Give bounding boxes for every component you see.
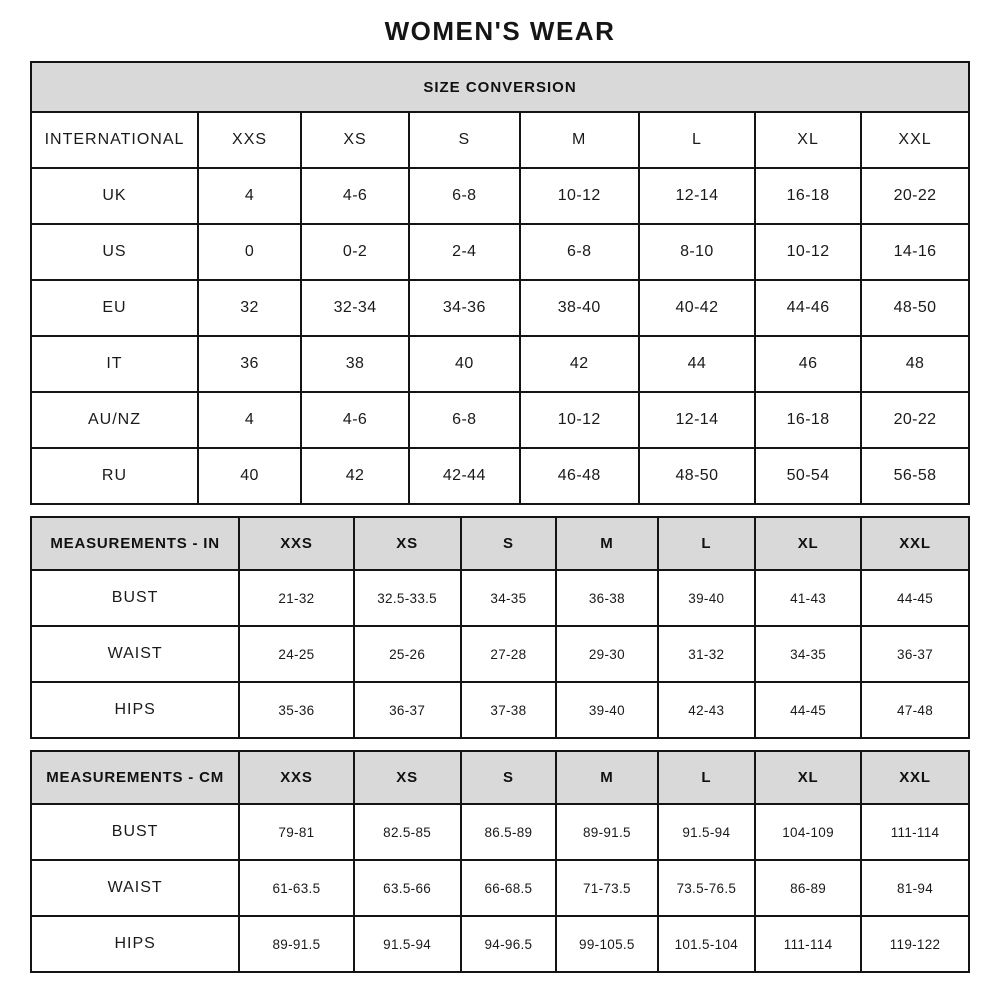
size-cell: 40 — [409, 336, 520, 392]
size-column-header: XXL — [861, 112, 969, 168]
size-cell: 42-44 — [409, 448, 520, 504]
size-cell: 34-35 — [461, 570, 557, 626]
size-cell: 6-8 — [409, 168, 520, 224]
size-column-header: S — [461, 517, 557, 570]
corner-header: INTERNATIONAL — [31, 112, 198, 168]
size-cell: 44-45 — [861, 570, 969, 626]
size-cell: 32.5-33.5 — [354, 570, 461, 626]
size-cell: 48-50 — [861, 280, 969, 336]
size-cell: 16-18 — [755, 168, 861, 224]
row-label: US — [31, 224, 198, 280]
size-cell: 48 — [861, 336, 969, 392]
table-row — [31, 860, 969, 916]
table-title: MEASUREMENTS - IN — [31, 517, 239, 570]
row-label: WAIST — [31, 860, 239, 916]
size-column-header: XL — [755, 517, 861, 570]
row-label: HIPS — [31, 682, 239, 738]
size-column-header: L — [658, 751, 756, 804]
measurements-in-table — [30, 516, 970, 739]
size-cell: 42-43 — [658, 682, 756, 738]
size-cell: 25-26 — [354, 626, 461, 682]
size-cell: 34-35 — [755, 626, 861, 682]
size-cell: 86.5-89 — [461, 804, 557, 860]
column-header-row — [31, 517, 969, 570]
size-cell: 39-40 — [556, 682, 657, 738]
table-row — [31, 916, 969, 972]
column-header-row — [31, 751, 969, 804]
size-cell: 35-36 — [239, 682, 353, 738]
size-cell: 4 — [198, 168, 301, 224]
size-cell: 42 — [301, 448, 409, 504]
measurements-cm-table — [30, 750, 970, 973]
size-cell: 29-30 — [556, 626, 657, 682]
size-cell: 42 — [520, 336, 639, 392]
size-cell: 101.5-104 — [658, 916, 756, 972]
size-cell: 4 — [198, 392, 301, 448]
size-column-header: XL — [755, 112, 861, 168]
table-row — [31, 570, 969, 626]
size-cell: 41-43 — [755, 570, 861, 626]
size-cell: 36-37 — [354, 682, 461, 738]
size-column-header: M — [556, 751, 657, 804]
size-cell: 73.5-76.5 — [658, 860, 756, 916]
row-label: RU — [31, 448, 198, 504]
size-cell: 47-48 — [861, 682, 969, 738]
size-cell: 24-25 — [239, 626, 353, 682]
size-column-header: XXL — [861, 751, 969, 804]
size-cell: 36-37 — [861, 626, 969, 682]
row-label: WAIST — [31, 626, 239, 682]
size-column-header: S — [461, 751, 557, 804]
size-cell: 4-6 — [301, 168, 409, 224]
table-row — [31, 336, 969, 392]
size-cell: 38 — [301, 336, 409, 392]
size-cell: 20-22 — [861, 392, 969, 448]
size-column-header: L — [658, 517, 756, 570]
size-cell: 0 — [198, 224, 301, 280]
size-cell: 37-38 — [461, 682, 557, 738]
size-cell: 79-81 — [239, 804, 353, 860]
size-cell: 56-58 — [861, 448, 969, 504]
size-cell: 10-12 — [520, 168, 639, 224]
size-cell: 82.5-85 — [354, 804, 461, 860]
size-cell: 12-14 — [639, 392, 755, 448]
size-column-header: S — [409, 112, 520, 168]
size-cell: 36 — [198, 336, 301, 392]
size-cell: 71-73.5 — [556, 860, 657, 916]
size-cell: 27-28 — [461, 626, 557, 682]
size-cell: 46-48 — [520, 448, 639, 504]
size-cell: 39-40 — [658, 570, 756, 626]
size-cell: 86-89 — [755, 860, 861, 916]
size-cell: 44 — [639, 336, 755, 392]
row-label: EU — [31, 280, 198, 336]
size-column-header: XS — [354, 517, 461, 570]
table-row — [31, 168, 969, 224]
size-cell: 34-36 — [409, 280, 520, 336]
table-row — [31, 224, 969, 280]
size-column-header: XXS — [198, 112, 301, 168]
size-column-header: M — [520, 112, 639, 168]
size-cell: 48-50 — [639, 448, 755, 504]
row-label: BUST — [31, 804, 239, 860]
size-cell: 14-16 — [861, 224, 969, 280]
table-row — [31, 280, 969, 336]
size-cell: 94-96.5 — [461, 916, 557, 972]
size-cell: 6-8 — [409, 392, 520, 448]
size-cell: 16-18 — [755, 392, 861, 448]
size-cell: 4-6 — [301, 392, 409, 448]
size-cell: 46 — [755, 336, 861, 392]
size-cell: 8-10 — [639, 224, 755, 280]
row-label: AU/NZ — [31, 392, 198, 448]
row-label: IT — [31, 336, 198, 392]
size-column-header: M — [556, 517, 657, 570]
table-title-row — [31, 62, 969, 112]
size-column-header: XXS — [239, 751, 353, 804]
size-cell: 36-38 — [556, 570, 657, 626]
size-cell: 10-12 — [755, 224, 861, 280]
size-cell: 38-40 — [520, 280, 639, 336]
size-cell: 50-54 — [755, 448, 861, 504]
size-column-header: XXL — [861, 517, 969, 570]
size-cell: 12-14 — [639, 168, 755, 224]
size-cell: 32 — [198, 280, 301, 336]
size-column-header: XS — [301, 112, 409, 168]
column-header-row — [31, 112, 969, 168]
size-column-header: XL — [755, 751, 861, 804]
size-cell: 111-114 — [861, 804, 969, 860]
table-row — [31, 804, 969, 860]
table-row — [31, 448, 969, 504]
size-column-header: XS — [354, 751, 461, 804]
table-row — [31, 392, 969, 448]
size-cell: 44-46 — [755, 280, 861, 336]
size-cell: 91.5-94 — [354, 916, 461, 972]
size-cell: 0-2 — [301, 224, 409, 280]
table-row — [31, 682, 969, 738]
size-cell: 21-32 — [239, 570, 353, 626]
row-label: HIPS — [31, 916, 239, 972]
size-cell: 81-94 — [861, 860, 969, 916]
size-cell: 31-32 — [658, 626, 756, 682]
row-label: BUST — [31, 570, 239, 626]
size-cell: 91.5-94 — [658, 804, 756, 860]
size-cell: 40-42 — [639, 280, 755, 336]
size-cell: 111-114 — [755, 916, 861, 972]
size-conversion-table — [30, 61, 970, 505]
size-cell: 66-68.5 — [461, 860, 557, 916]
row-label: UK — [31, 168, 198, 224]
size-cell: 2-4 — [409, 224, 520, 280]
table-title: SIZE CONVERSION — [31, 62, 969, 112]
size-cell: 89-91.5 — [556, 804, 657, 860]
size-cell: 63.5-66 — [354, 860, 461, 916]
size-cell: 32-34 — [301, 280, 409, 336]
size-cell: 61-63.5 — [239, 860, 353, 916]
size-cell: 104-109 — [755, 804, 861, 860]
size-cell: 20-22 — [861, 168, 969, 224]
size-cell: 89-91.5 — [239, 916, 353, 972]
size-cell: 44-45 — [755, 682, 861, 738]
table-row — [31, 626, 969, 682]
size-cell: 99-105.5 — [556, 916, 657, 972]
size-column-header: XXS — [239, 517, 353, 570]
table-title: MEASUREMENTS - CM — [31, 751, 239, 804]
page-title: WOMEN'S WEAR — [384, 16, 616, 46]
size-cell: 6-8 — [520, 224, 639, 280]
size-cell: 10-12 — [520, 392, 639, 448]
size-cell: 119-122 — [861, 916, 969, 972]
size-column-header: L — [639, 112, 755, 168]
size-cell: 40 — [198, 448, 301, 504]
